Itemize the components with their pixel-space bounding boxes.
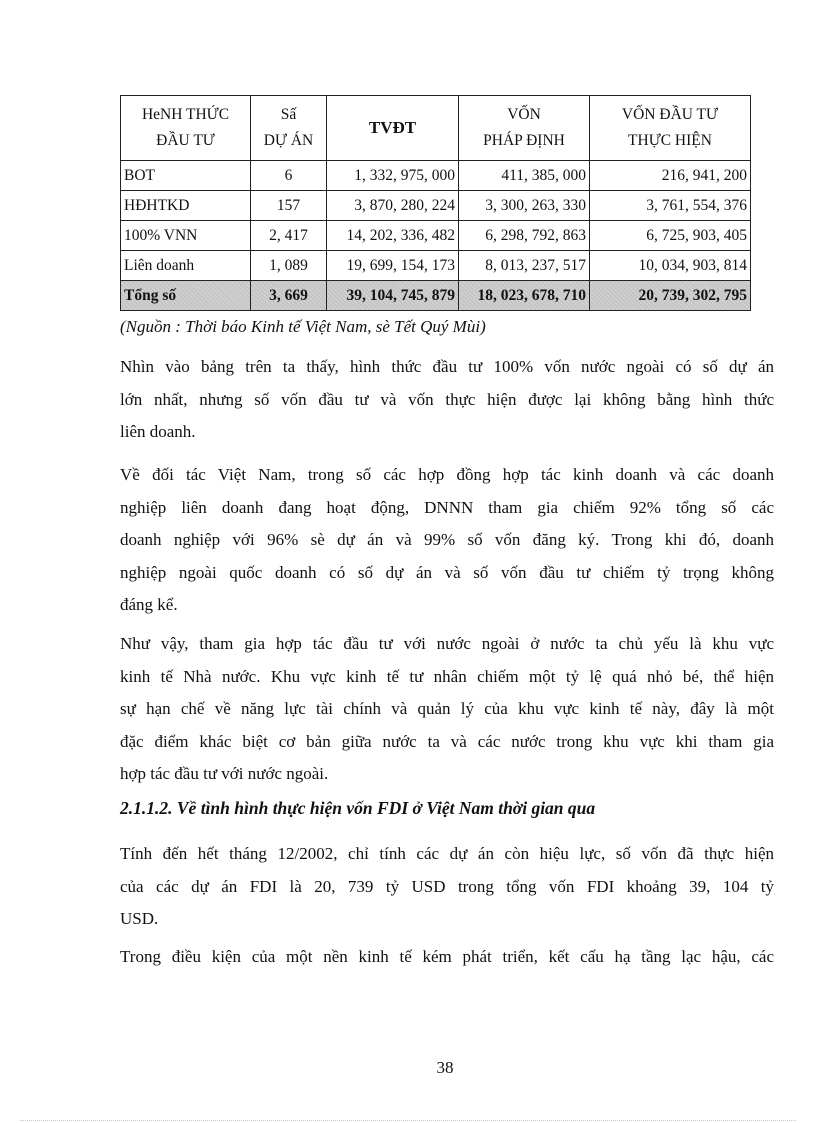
cell-tvdt: 19, 699, 154, 173 (327, 251, 459, 281)
paragraph-table-analysis (120, 351, 774, 449)
cell-count: 2, 417 (251, 221, 327, 251)
table-row (121, 221, 751, 251)
table-row (121, 251, 751, 281)
cell-legal: 8, 013, 237, 517 (459, 251, 590, 281)
cell-implemented: 10, 034, 903, 814 (590, 251, 751, 281)
cell-tvdt: 14, 202, 336, 482 (327, 221, 459, 251)
page-number: 38 (436, 1058, 454, 1077)
header-tvdt (327, 96, 459, 161)
investment-table (120, 95, 751, 311)
text-line: nghiệp liên doanh đang hoạt động, DNNN tham gia chiếm 92% tổng số các (120, 497, 774, 517)
total-implemented: 20, 739, 302, 795 (590, 281, 751, 311)
text-line: Trong điều kiện của một nền kinh tế kém phát triển, kết cấu hạ tầng lạc hậu, các (120, 947, 774, 966)
text-line: Tính đến hết tháng 12/2002, chỉ tính các dự án còn hiệu lực, số vốn đã thực hiện (120, 844, 774, 863)
page-bottom-rule (20, 1120, 796, 1121)
header-line: VỐN (507, 106, 541, 123)
header-line: Sấ (280, 106, 297, 123)
header-line: HeNH THỨC (141, 106, 230, 123)
cell-count: 157 (251, 191, 327, 221)
cell-form: BOT (121, 161, 251, 191)
table-row (121, 191, 751, 221)
cell-implemented: 216, 941, 200 (590, 161, 751, 191)
header-line: TVĐT (368, 118, 417, 137)
total-tvdt: 39, 104, 745, 879 (327, 281, 459, 311)
table-header-row (121, 96, 751, 161)
text-line: hợp tác đầu tư với nước ngoài. (120, 764, 329, 783)
total-count: 3, 669 (251, 281, 327, 311)
cell-implemented: 3, 761, 554, 376 (590, 191, 751, 221)
header-line: DỰ ÁN (263, 132, 314, 149)
cell-form: 100% VNN (121, 221, 251, 251)
text-line: liên doanh. (120, 422, 196, 441)
text-line: doanh nghiệp với 96% sè dự án và 99% số vốn đăng ký. Trong khi đó, doanh (120, 530, 774, 549)
header-line: ĐẦU TƯ (156, 132, 215, 149)
table-row (121, 161, 751, 191)
cell-implemented: 6, 725, 903, 405 (590, 221, 751, 251)
cell-legal: 411, 385, 000 (459, 161, 590, 191)
paragraph-fdi-implementation (120, 838, 774, 936)
cell-legal: 3, 300, 263, 330 (459, 191, 590, 221)
header-line: VỐN ĐẦU TƯ (621, 106, 719, 123)
header-project-count (251, 96, 327, 161)
text-line: Như vậy, tham gia hợp tác đầu tư với nước ngoài ở nước ta chủ yếu là khu vực (120, 634, 774, 653)
paragraph-state-sector (120, 628, 774, 791)
cell-form: Liên doanh (121, 251, 251, 281)
paragraph-vietnam-partners (120, 459, 774, 622)
paragraph-conditions (120, 941, 774, 974)
text-line: kinh tế Nhà nước. Khu vực kinh tế tư nhân chiếm một tỷ lệ quá nhỏ bé, thể hiện (120, 666, 774, 686)
header-implemented-capital (590, 96, 751, 161)
text-line: lớn nhất, nhưng số vốn đầu tư và vốn thực hiện được lại không bằng hình thức (120, 389, 774, 409)
text-line: Về đối tác Việt Nam, trong số các hợp đồng hợp tác kinh doanh và các doanh (120, 465, 774, 484)
section-heading: 2.1.1.2. Về tình hình thực hiện vốn FDI ở Việt Nam thời gian qua (120, 798, 596, 818)
cell-tvdt: 1, 332, 975, 000 (327, 161, 459, 191)
cell-form: HĐHTKD (121, 191, 251, 221)
text-line: USD. (120, 909, 159, 928)
text-line: đặc điểm khác biệt cơ bản giữa nước ta và các nước trong khu vực khi tham gia (120, 731, 774, 751)
text-line: đáng kể. (120, 595, 178, 614)
total-label: Tổng số (121, 281, 251, 311)
header-investment-form (121, 96, 251, 161)
header-line: PHÁP ĐỊNH (483, 132, 565, 149)
cell-count: 1, 089 (251, 251, 327, 281)
total-legal: 18, 023, 678, 710 (459, 281, 590, 311)
header-line: THỰC HIỆN (628, 132, 712, 149)
table-source-note: (Nguồn : Thời báo Kinh tế Việt Nam, sè Tết Quý Mùi) (120, 317, 486, 336)
cell-count: 6 (251, 161, 327, 191)
table-total-row (121, 281, 751, 311)
text-line: Nhìn vào bảng trên ta thấy, hình thức đầu tư 100% vốn nước ngoài có số dự án (120, 357, 774, 376)
text-line: sự hạn chế về năng lực tài chính và quản lý của khu vực kinh tế này, đây là một (120, 699, 774, 718)
text-line: nghiệp ngoài quốc doanh có số dự án và số vốn đầu tư chiếm tỷ trọng không (120, 562, 774, 582)
cell-tvdt: 3, 870, 280, 224 (327, 191, 459, 221)
text-line: của các dự án FDI là 20, 739 tỷ USD trong tổng vốn FDI khoảng 39, 104 tỷ (120, 876, 774, 896)
cell-legal: 6, 298, 792, 863 (459, 221, 590, 251)
header-legal-capital (459, 96, 590, 161)
